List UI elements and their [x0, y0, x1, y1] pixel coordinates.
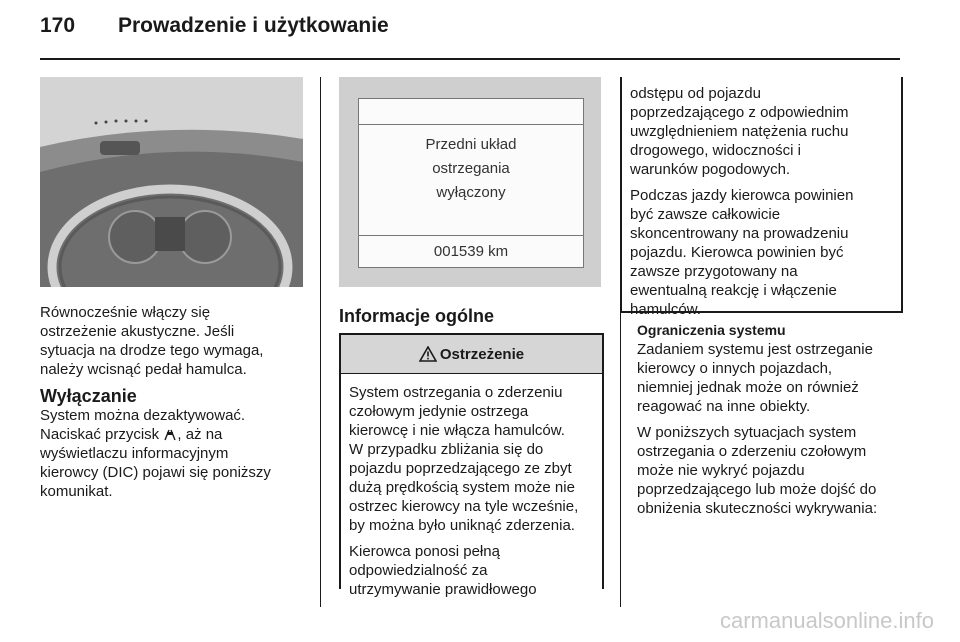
watermark: carmanualsonline.info — [719, 608, 934, 633]
page-number: 170 — [40, 14, 76, 37]
limits-paragraph: Zadaniem systemu jest ostrzeganie kierowcy o innych pojazdach, niemniej jednak może on również reagować na inne obiekty. W poniższych sytuacjach system ostrzegania o zderzeniu czołowym może nie wykryć pojazdu poprzedzającego lub może dojść do obniżenia skuteczności wykrywania: — [637, 341, 878, 517]
driver-info-display — [339, 77, 601, 287]
warning-box-continued — [620, 77, 903, 318]
dashboard-photo — [40, 77, 303, 287]
warning-title: Ostrzeżenie — [439, 345, 525, 363]
section-heading-general: Informacje ogólne — [339, 306, 495, 326]
page-title: Prowadzenie i użytkowanie — [118, 14, 389, 37]
display-message: Przedni układ ostrzegania wyłączony — [425, 136, 517, 201]
display-screen — [358, 98, 584, 268]
intro-paragraph: Równocześnie włączy się ostrzeżenie akustyczne. Jeśli sytuacja na drodze tego wymaga, należy wcisnąć pedał hamulca. — [40, 304, 264, 378]
column-divider-1 — [320, 77, 321, 607]
warning-continued-body: odstępu od pojazdu poprzedzającego z odpowiednim uwzględnieniem natężenia ruchu drogowego, widoczności i warunków pogodowych. Podczas jazdy kierowca powinien być zawsze całkowicie skoncentrowany na prowadzeniu pojazdu. Kierowca powinien być zawsze przygotowany na ewentualną reakcję i włączenie hamulców. — [630, 85, 854, 318]
warning-triangle-icon — [419, 346, 437, 362]
odometer-reading: 001539 km — [433, 243, 509, 260]
disable-paragraph: System można dezaktywować. Naciskać przycisk , aż na wyświetlaczu informacyjnym kierowcy (DIC) pojawi się poniższy komunikat. — [40, 407, 271, 500]
section-heading-disable: Wyłączanie — [40, 386, 137, 406]
warning-body: System ostrzegania o zderzeniu czołowym jedynie ostrzega kierowcę i nie włącza hamulców. W przypadku zbliżania się do pojazdu poprzedzającego ze zbyt dużą prędkością system może nie ostrzec kierowcy na tyle wcześnie, by można było uniknąć zderzenia. Kierowca ponosi pełną odpowiedzialność za utrzymywanie prawidłowego — [349, 384, 579, 598]
display-top-line — [359, 124, 583, 125]
warning-header — [341, 335, 602, 374]
section-heading-limits: Ograniczenia systemu — [637, 322, 786, 338]
column-divider-2 — [620, 311, 621, 607]
steering-wheel-illustration — [40, 77, 303, 287]
warning-box — [339, 333, 604, 598]
display-bottom-line — [359, 235, 583, 236]
car-distance-icon — [163, 428, 177, 441]
header-rule — [40, 58, 900, 60]
